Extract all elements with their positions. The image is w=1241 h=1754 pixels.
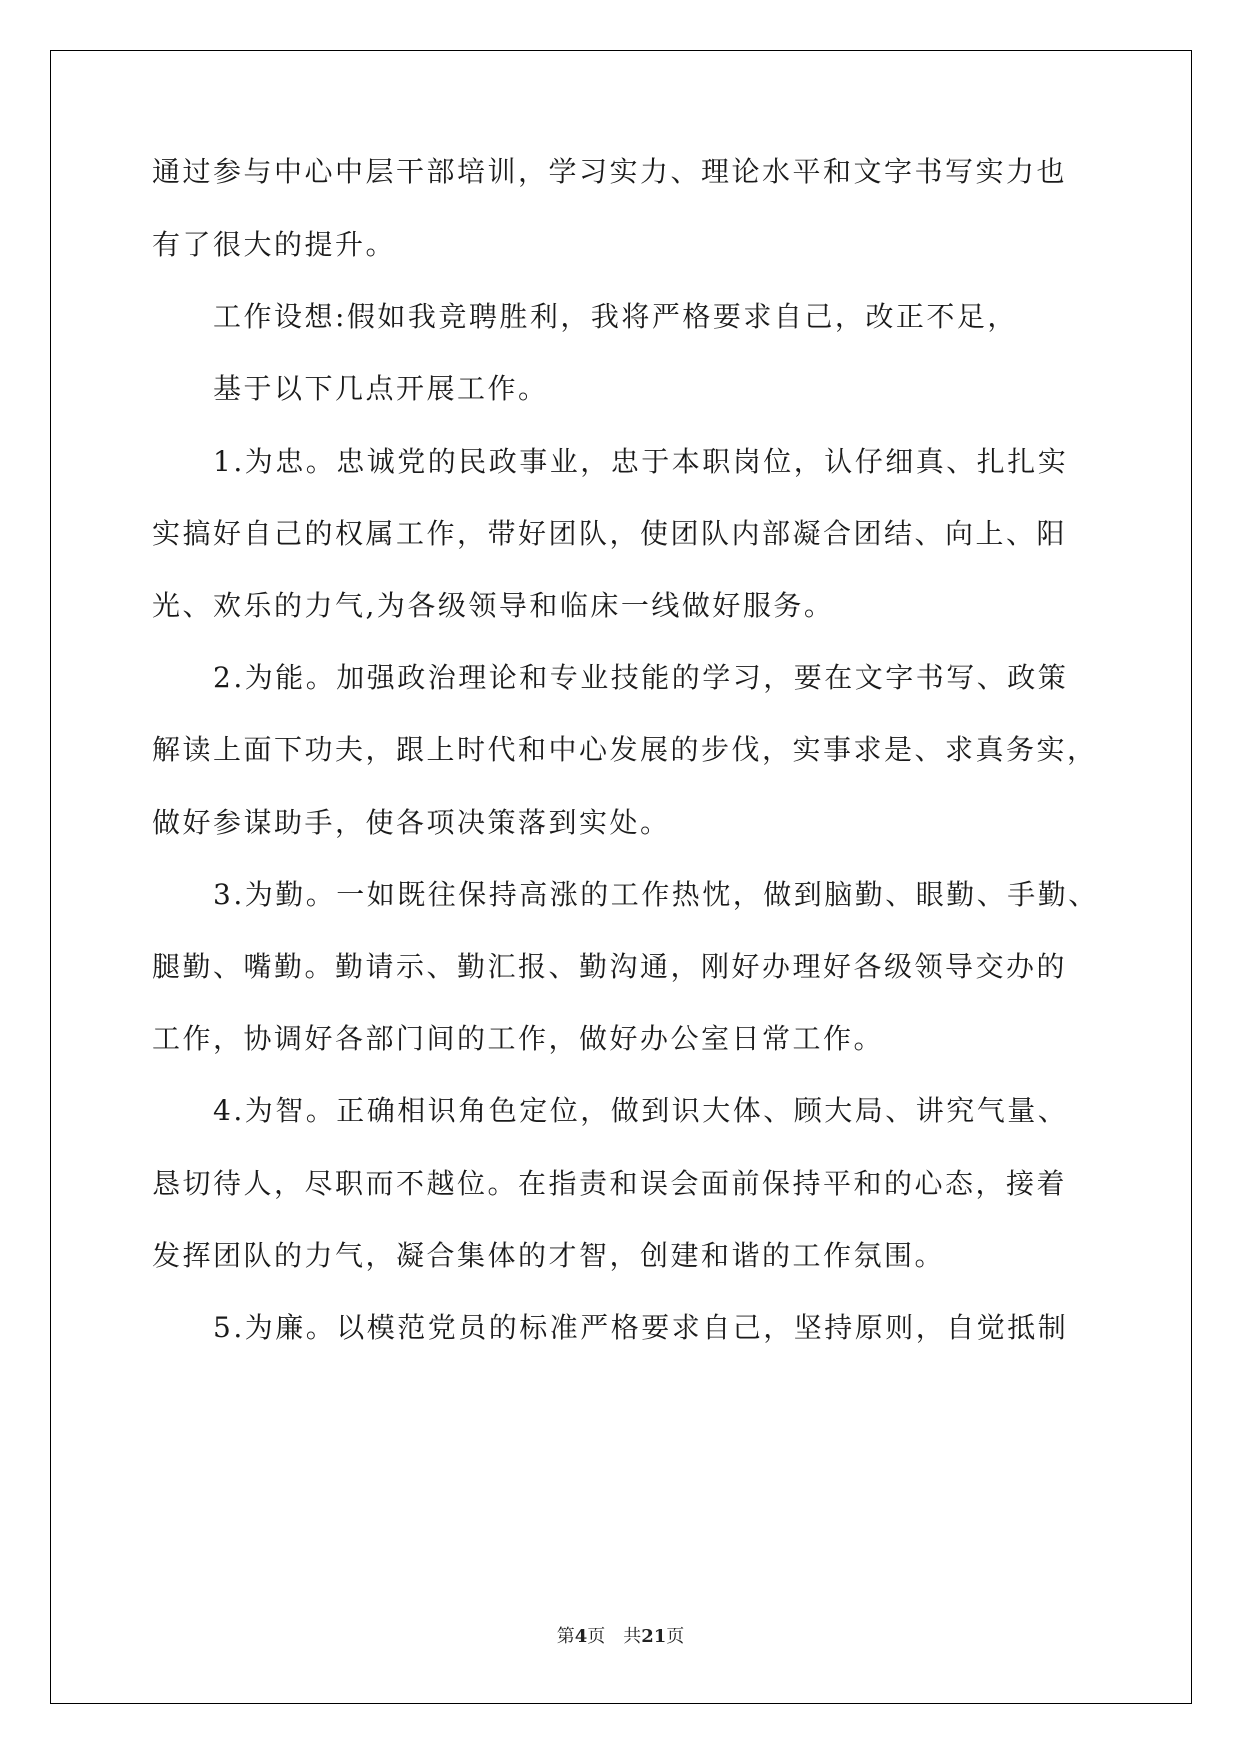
text-line: 有了很大的提升。 bbox=[152, 228, 397, 261]
page-number: 4 bbox=[574, 1626, 588, 1647]
total-suffix: 页 bbox=[666, 1626, 685, 1647]
text-line: 通过参与中心中层干部培训，学习实力、理论水平和文字书写实力也 bbox=[152, 155, 1068, 188]
text-line: 实搞好自己的权属工作，带好团队，使团队内部凝合团结、向上、阳 bbox=[152, 517, 1068, 550]
text-line: 工作，协调好各部门间的工作，做好办公室日常工作。 bbox=[152, 1022, 885, 1055]
total-prefix: 共 bbox=[623, 1626, 642, 1647]
text-line: 1.为忠。忠诚党的民政事业，忠于本职岗位，认仔细真、扎扎实 bbox=[213, 445, 1069, 478]
text-line: 2.为能。加强政治理论和专业技能的学习，要在文字书写、政策 bbox=[213, 661, 1069, 694]
page-suffix: 页 bbox=[587, 1626, 606, 1647]
text-line: 腿勤、嘴勤。勤请示、勤汇报、勤沟通，刚好办理好各级领导交办的 bbox=[152, 950, 1068, 983]
text-line: 光、欢乐的力气,为各级领导和临床一线做好服务。 bbox=[152, 589, 835, 622]
total-pages: 21 bbox=[641, 1626, 667, 1647]
page-prefix: 第 bbox=[556, 1626, 575, 1647]
text-line: 5.为廉。以模范党员的标准严格要求自己，坚持原则，自觉抵制 bbox=[213, 1311, 1069, 1344]
text-line: 4.为智。正确相识角色定位，做到识大体、顾大局、讲究气量、 bbox=[213, 1094, 1069, 1127]
text-line: 恳切待人，尽职而不越位。在指责和误会面前保持平和的心态，接着 bbox=[152, 1167, 1068, 1200]
text-line: 工作设想:假如我竞聘胜利，我将严格要求自己，改正不足， bbox=[213, 300, 1018, 333]
text-line: 解读上面下功夫，跟上时代和中心发展的步伐，实事求是、求真务实， bbox=[152, 733, 1098, 766]
text-line: 基于以下几点开展工作。 bbox=[213, 372, 549, 405]
page-footer bbox=[0, 1625, 1241, 1649]
text-line: 做好参谋助手，使各项决策落到实处。 bbox=[152, 806, 671, 839]
text-line: 发挥团队的力气，凝合集体的才智，创建和谐的工作氛围。 bbox=[152, 1239, 946, 1272]
text-line: 3.为勤。一如既往保持高涨的工作热忱，做到脑勤、眼勤、手勤、 bbox=[213, 878, 1099, 911]
